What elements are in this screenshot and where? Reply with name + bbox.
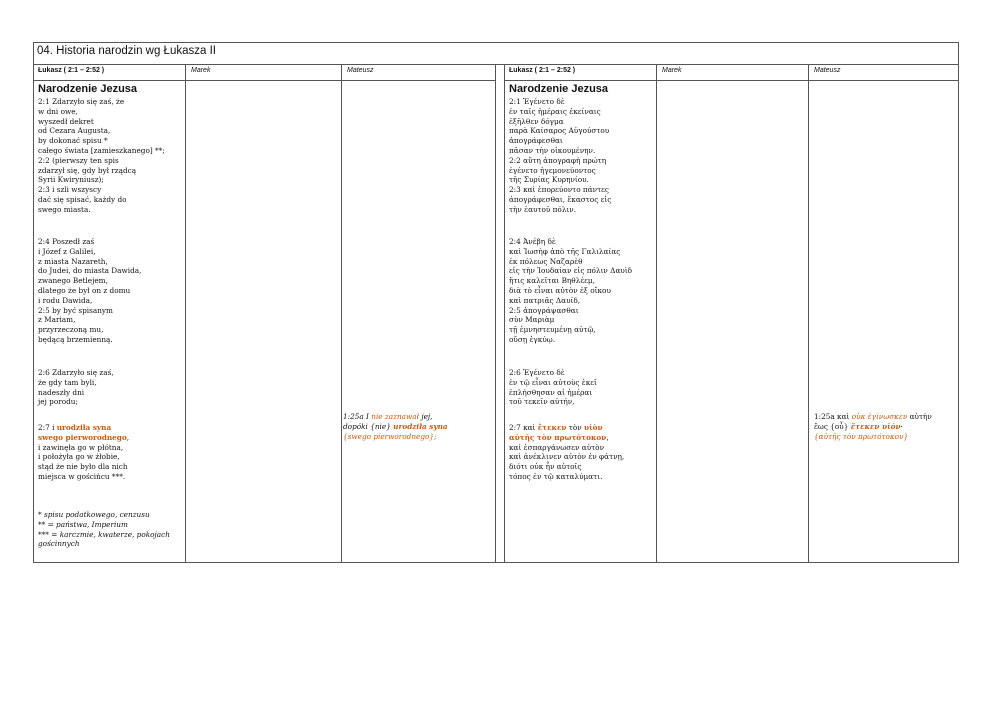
footnotes: * spisu podatkowego, cenzusu ** = państwa, Imperium *** = karczmie, kwaterze, pokojach gościnnych [38, 510, 170, 549]
column-divider [185, 65, 186, 563]
verse-text: 2:7 καὶ [509, 423, 538, 432]
section-title-greek: Narodzenie Jezusa [509, 83, 609, 95]
document-title: 04. Historia narodzin wg Łukasza II [37, 45, 216, 57]
verse-text: καὶ ἐσπαργάνωσεν αὐτὸν καὶ ἀνέκλινεν αὐτὸν ἐν φάτνῃ, διότι οὐκ ἦν αὐτοῖς τόπος ἐν τῷ καταλύματι. [509, 442, 625, 481]
polish-matthew-parallel [343, 412, 448, 441]
highlight-text: {αὐτῆς τὸν πρωτότοκον} [814, 431, 909, 441]
greek-passage-2-7 [509, 423, 624, 482]
highlight-text: ἔτεκεν υἱόν [850, 421, 901, 431]
verse-text: · [900, 421, 903, 431]
verse-text: τὸν [566, 423, 584, 432]
verse-text: ἕως {οὗ} [814, 421, 851, 431]
highlight-text: urodziła syna [393, 421, 448, 431]
polish-passage-2-4: 2:4 Poszedł zaś i Józef z Galilei, z miasta Nazareth, do Judei, do miasta Dawida, zwanego Betlejem, dlatego że był on z domu i rodu Dawida, 2:5 by być spisanym z Mariam, przyrzeczoną mu, będącą brzemienną. [38, 237, 142, 344]
verse-text: jej, [419, 412, 433, 421]
greek-passage-2-4: 2:4 Ἀνέβη δὲ καὶ Ἰωσὴφ ἀπὸ τῆς Γαλιλαίας ἐκ πόλεως Ναζαρὲθ εἰς τὴν Ἰουδαίαν εἰς πόλιν Δαυὶδ ἥτις καλεῖται Βηθλέεμ, διὰ τὸ εἶναι αὐτὸν ἐξ οἴκου καὶ πατριᾶς Δαυίδ, 2:5 ἀπογράψασθαι σὺν Μαριὰμ τῇ ἐμνηστευμένῃ αὐτῷ, οὔσῃ ἐγκύῳ. [509, 237, 633, 344]
verse-text: 2:7 i [38, 423, 57, 432]
verse-text: i zawinęła go w płótna, i położyła go w żłobie, stąd że nie było dla nich miejsca w gościńcu ***. [38, 442, 128, 481]
highlight-text: οὐκ ἐγίνωσκεν [851, 412, 908, 421]
column-divider [808, 65, 809, 563]
greek-matthew-parallel [814, 412, 932, 441]
highlight-text: ἔτεκεν [537, 423, 567, 432]
greek-passage-2-1: 2:1 Ἐγένετο δὲ ἐν ταῖς ἡμέραις ἐκείναις ἐξῆλθεν δόγμα παρὰ Καίσαρος Αὐγούστου ἀπογράφεσθαι πᾶσαν τὴν οἰκουμένην. 2:2 αὕτη ἀπογραφὴ πρώτη ἐγένετο ἡγεμονεύοντος τῆς Συρίας Κυρηνίου. 2:3 καὶ ἐπορεύοντο πάντες ἀπογράφεσθαι, ἕκαστος εἰς τὴν ἑαυτοῦ πόλιν. [509, 97, 612, 214]
column-header-lukasz: Łukasz ( 2:1 – 2:52 ) [509, 67, 576, 74]
verse-text: , [606, 432, 609, 442]
highlight-text: urodziła syna [56, 423, 112, 432]
column-header-mateusz: Mateusz [347, 67, 374, 74]
verse-text: 1:25a καὶ [814, 412, 852, 421]
column-header-marek: Marek [662, 67, 682, 74]
column-header-marek: Marek [191, 67, 211, 74]
polish-passage-2-7 [38, 423, 129, 482]
verse-text: dopóki {nie} [343, 421, 394, 431]
highlight-text: υἱὸν [584, 423, 603, 432]
column-divider [341, 65, 342, 563]
highlight-text: {swego pierworodnego} [343, 431, 435, 441]
section-title-polish: Narodzenie Jezusa [38, 83, 138, 95]
highlight-text: αὐτῆς τὸν πρωτότοκον [509, 432, 607, 442]
highlight-text: nie zaznawał [371, 412, 419, 421]
verse-text: 1:25a I [343, 412, 372, 421]
column-header-mateusz: Mateusz [814, 67, 841, 74]
column-header-lukasz: Łukasz ( 2:1 – 2:52 ) [38, 67, 105, 74]
highlight-text: swego pierworodnego [38, 432, 127, 442]
verse-text: αὐτὴν [907, 412, 932, 421]
greek-passage-2-6: 2:6 Ἐγένετο δὲ ἐν τῷ εἶναι αὐτοὺς ἐκεῖ ἐπλήσθησαν αἱ ἡμέραι τοῦ τεκεῖν αὐτήν, [509, 368, 597, 407]
column-divider [656, 65, 657, 563]
polish-passage-2-6: 2:6 Zdarzyło się zaś, że gdy tam byli, nadeszły dni jej porodu; [38, 368, 114, 407]
polish-passage-2-1: 2:1 Zdarzyło się zaś, że w dni owe, wyszedł dekret od Cezara Augusta, by dokonać spisu * całego świata [zamieszkanego] **; 2:2 (pierwszy ten spis zdarzył się, gdy był rządcą Syrii Kwiryniusz); 2:3 i szli wszyscy dać się spisać, każdy do swego miasta. [38, 97, 165, 214]
verse-text: , [126, 432, 130, 442]
verse-text: ; [434, 431, 437, 441]
